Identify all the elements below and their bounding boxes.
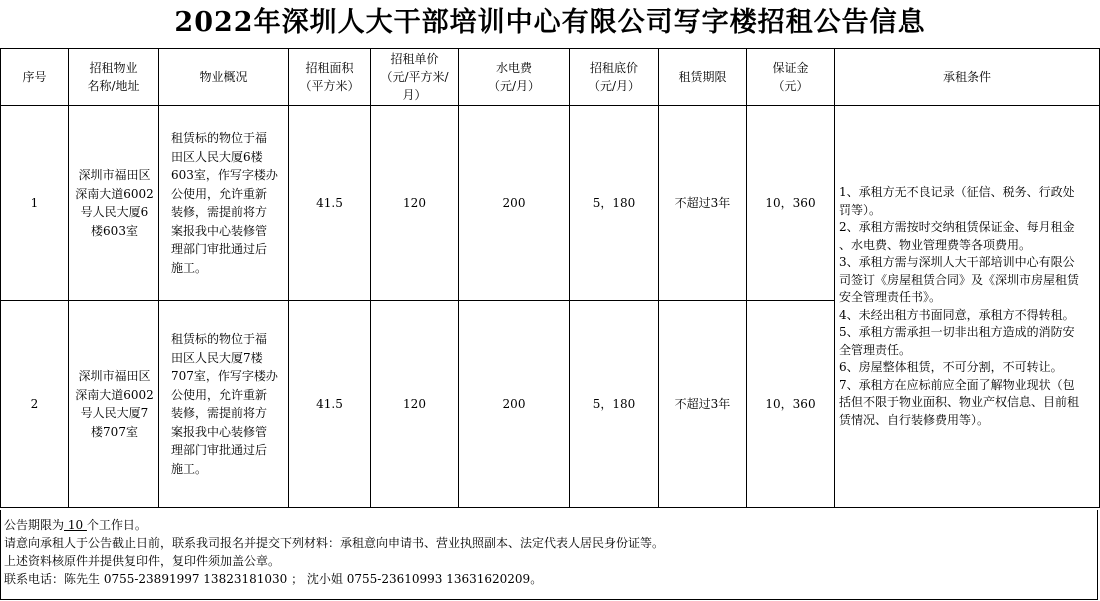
cell-area: 41.5 — [289, 301, 371, 508]
condition-line: 4、未经出租方书面同意，承租方不得转租。 — [839, 307, 1075, 322]
condition-line: 司签订《房屋租赁合同》及《深圳市房屋租赁 — [839, 272, 1080, 287]
cell-term: 不超过3年 — [659, 301, 747, 508]
header-name: 招租物业 名称/地址 — [69, 49, 159, 106]
header-term: 租赁期限 — [659, 49, 747, 106]
condition-line: 、水电费、物业管理费等各项费用。 — [839, 237, 1032, 252]
header-floor-price: 招租底价 （元/月） — [570, 49, 659, 106]
condition-line: 2、承租方需按时交纳租赁保证金、每月租金 — [839, 220, 1075, 234]
notice-documents: 上述资料核原件并提供复印件，复印件须加盖公章。 — [4, 554, 281, 568]
notice-period: 公告期限为 10 个工作日。 — [4, 518, 147, 532]
header-seq: 序号 — [1, 49, 69, 106]
table-header-row — [1, 49, 1100, 106]
notice-application: 请意向承租人于公告截止日前，联系我司报名并提交下列材料：承租意向申请书、营业执照副本、法定代表人居民身份证等。 — [4, 536, 665, 550]
cell-price: 120 — [371, 106, 459, 301]
notice-period-days: 10 — [64, 518, 87, 532]
cell-floor-price: 5，180 — [570, 106, 659, 301]
cell-address: 深圳市福田区 深南大道6002 号人民大厦6 楼603室 — [69, 106, 159, 301]
header-overview: 物业概况 — [159, 49, 289, 106]
condition-line: 安全管理责任书》。 — [839, 290, 942, 304]
table-row — [1, 106, 1100, 301]
condition-line: 5、承租方需承担一切非出租方造成的消防安 — [839, 325, 1075, 339]
condition-line: 7、承租方在应标前应全面了解物业现状（包 — [839, 377, 1075, 392]
condition-line: 1、承租方无不良记录（征信、税务、行政处 — [839, 185, 1075, 199]
rental-table — [0, 48, 1100, 508]
condition-line: 6、房屋整体租赁，不可分割，不可转让。 — [839, 360, 1063, 374]
cell-deposit: 10，360 — [747, 106, 835, 301]
cell-term: 不超过3年 — [659, 106, 747, 301]
cell-deposit: 10，360 — [747, 301, 835, 508]
cell-overview: 租赁标的物位于福 田区人民大厦6楼 603室，作写字楼办 公使用，允许重新 装修，需提前将方 案报我中心装修管 理部门审批通过后 施工。 — [159, 106, 289, 301]
notice-footer — [0, 510, 1098, 600]
header-area: 招租面积 （平方米） — [289, 49, 371, 106]
condition-line: 罚等）。 — [839, 202, 882, 217]
cell-utility: 200 — [459, 106, 570, 301]
cell-overview: 租赁标的物位于福 田区人民大厦7楼 707室，作写字楼办 公使用，允许重新 装修，需提前将方 案报我中心装修管 理部门审批通过后 施工。 — [159, 301, 289, 508]
header-price: 招租单价 （元/平方米/ 月） — [371, 49, 459, 106]
page-title: 2022年深圳人大干部培训中心有限公司写字楼招租公告信息 — [0, 0, 1100, 49]
cell-utility: 200 — [459, 301, 570, 508]
cell-area: 41.5 — [289, 106, 371, 301]
header-deposit: 保证金 （元） — [747, 49, 835, 106]
cell-seq: 2 — [1, 301, 69, 508]
cell-conditions — [835, 106, 1100, 508]
notice-contact: 联系电话：陈先生 0755-23891997 13823181030 ； 沈小姐 0755-23610993 13631620209。 — [4, 572, 543, 586]
condition-line: 3、承租方需与深圳人大干部培训中心有限公 — [839, 255, 1075, 269]
condition-line: 赁情况、自行装修费用等）。 — [839, 412, 990, 427]
header-conditions: 承租条件 — [835, 49, 1100, 106]
cell-address: 深圳市福田区 深南大道6002 号人民大厦7 楼707室 — [69, 301, 159, 508]
cell-price: 120 — [371, 301, 459, 508]
header-utility: 水电费 （元/月） — [459, 49, 570, 106]
cell-floor-price: 5，180 — [570, 301, 659, 508]
condition-line: 全管理责任。 — [839, 342, 912, 357]
condition-line: 括但不限于物业面积、物业产权信息、目前租 — [839, 395, 1080, 409]
cell-seq: 1 — [1, 106, 69, 301]
